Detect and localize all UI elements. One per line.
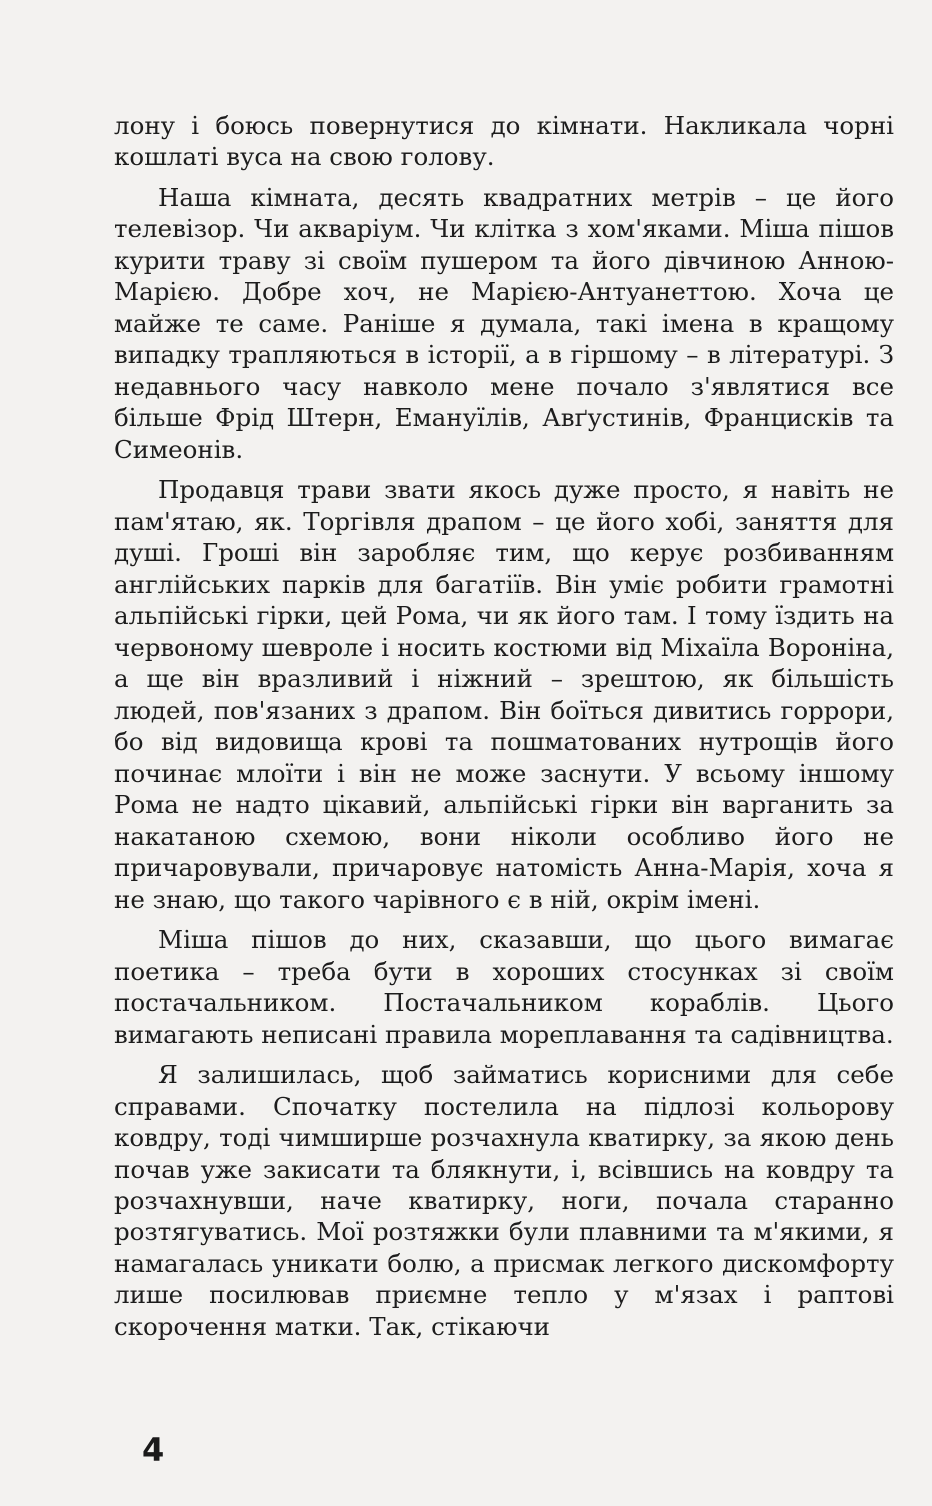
paragraph-1: лону і боюсь повернутися до кімнати. Накликала чорні кошлаті вуса на свою голову.	[114, 111, 894, 172]
body-text	[114, 110, 894, 1342]
page-number: 4	[142, 1431, 165, 1469]
paragraph-3: Продавця трави звати якось дуже просто, я навіть не пам'ятаю, як. Торгівля драпом – це його хобі, заняття для душі. Гроші він заробляє тим, що керує розбиванням англійських парків для багатіїв. Він уміє робити грамотні альпійські гірки, цей Рома, чи як його там. І тому їздить на червоному шевроле і носить костюми від Міхаїла Вороніна, а ще він вразливий і ніжний – зрештою, як більшість людей, пов'язаних з драпом. Він боїться дивитись горрори, бо від видовища крові та пошматованих нутрощів його починає млоїти і він не може заснути. У всьому іншому Рома не надто цікавий, альпійські гірки він варганить за накатаною схемою, вони ніколи особливо його не причаровували, причаровує натомість Анна-Марія, хоча я не знаю, що такого чарівного є в ній, окрім імені.	[114, 475, 894, 914]
paragraph-4: Міша пішов до них, сказавши, що цього вимагає поетика – треба бути в хороших стосунках зі своїм постачальником. Постачальником кораблів. Цього вимагають неписані правила мореплавання та садівництва.	[114, 925, 894, 1049]
paragraph-2: Наша кімната, десять квадратних метрів – це його телевізор. Чи акваріум. Чи клітка з хом'яками. Міша пішов курити траву зі своїм пушером та його дівчиною Анною-Марією. Добре хоч, не Марією-Антуанеттою. Хоча це майже те саме. Раніше я думала, такі імена в кращому випадку трапляються в історії, а в гіршому – в літературі. З недавнього часу навколо мене почало з'являтися все більше Фрід Штерн, Емануїлів, Авґустинів, Францисків та Симеонів.	[114, 182, 894, 464]
paragraph-5: Я залишилась, щоб займатись корисними для себе справами. Спочатку постелила на підлозі кольорову ковдру, тоді чимширше розчахнула кватирку, за якою день почав уже закисати та блякнути, і, всівшись на ковдру та розчахнувши, наче кватирку, ноги, почала старанно розтягуватись. Мої розтяжки були плавними та м'якими, я намагалась уникати болю, а присмак легкого дискомфорту лише посилював приємне тепло у м'язах і раптові скорочення матки. Так, стікаючи	[114, 1060, 894, 1341]
